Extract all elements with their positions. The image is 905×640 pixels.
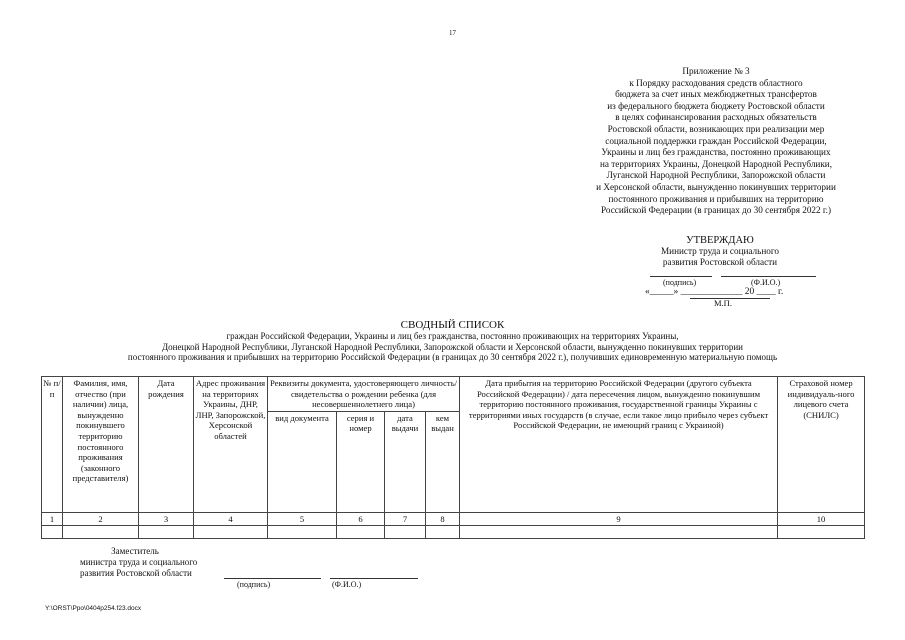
file-path: Y:\ORST\Ppo\0404p254.f23.docx	[45, 605, 142, 612]
empty-cell	[63, 526, 139, 539]
footer-signer-block	[80, 546, 198, 579]
stamp-place: М.П.	[714, 298, 732, 308]
column-number: 6	[337, 512, 385, 526]
document-title: СВОДНЫЙ СПИСОК	[400, 319, 505, 331]
empty-cell	[460, 526, 778, 539]
footer-signature-line	[224, 578, 321, 579]
header-num: № п/п	[42, 377, 63, 513]
table-number-row	[42, 512, 865, 526]
header-arrival-date: Дата прибытия на территорию Российской Федерации (другого субъекта Российской Федерации) / дата пересечения лицом, вынужденно покинувшим территорию постоянного проживания, государственной границы Украины с территориями иных государств (в случае, если такое лицо прибыло через субъект Российской Федерации, не имеющий границ с Украиной)	[460, 377, 778, 513]
empty-cell	[426, 526, 460, 539]
annex-line: Российской Федерации (в границах до 30 сентября 2022 г.)	[600, 205, 832, 216]
column-number: 8	[426, 512, 460, 526]
empty-cell	[42, 526, 63, 539]
approval-position-line2: развития Ростовской области	[662, 257, 778, 267]
footer-signature-caption: (подпись)	[237, 580, 271, 589]
table-header-row	[42, 377, 865, 412]
approval-position-line1: Министр труда и социального	[661, 246, 779, 256]
approval-signature-caption: (подпись)	[663, 278, 697, 287]
column-number: 3	[139, 512, 194, 526]
title-line: Донецкой Народной Республики, Луганской Народной Республики, Запорожской области и Херсонской области, вынужденно покинувших территории	[161, 341, 743, 352]
annex-line: и Херсонской области, вынужденно покинувших территории	[596, 181, 836, 192]
footer-signer-line: Заместитель	[111, 546, 159, 556]
annex-line: к Порядку расходования средств областного	[629, 77, 803, 88]
empty-cell	[139, 526, 194, 539]
annex-line: Украины и лиц без гражданства, постоянно проживающих	[601, 147, 831, 158]
approval-signature-line	[650, 276, 712, 277]
header-snils: Страховой номер индивидуаль-ного лицевого счета (СНИЛС)	[778, 377, 865, 513]
summary-table	[41, 376, 865, 539]
column-number: 4	[194, 512, 268, 526]
approval-name-line	[721, 276, 816, 277]
empty-cell	[268, 526, 337, 539]
empty-cell	[194, 526, 268, 539]
empty-cell	[385, 526, 426, 539]
approval-name-caption: (Ф.И.О.)	[751, 278, 781, 287]
header-birth-date: Дата рождения	[139, 377, 194, 513]
table-empty-row	[42, 526, 865, 539]
approval-heading: УТВЕРЖДАЮ	[686, 235, 754, 246]
header-doc-date: дата выдачи	[385, 411, 426, 512]
column-number: 1	[42, 512, 63, 526]
empty-cell	[778, 526, 865, 539]
annex-line: из федерального бюджета бюджету Ростовской области	[607, 100, 825, 111]
annex-line: постоянного проживания и прибывших на территорию	[608, 193, 824, 204]
annex-line: социальной поддержки граждан Российской Федерации,	[605, 135, 827, 146]
column-number: 2	[63, 512, 139, 526]
annex-line: Луганской Народной Республики, Запорожской области	[606, 170, 826, 181]
footer-signer-line: развития Ростовской области	[80, 568, 192, 578]
column-number: 7	[385, 512, 426, 526]
footer-name-caption: (Ф.И.О.)	[332, 580, 362, 589]
approval-date-line: «_____» _____________ 20 ____ г.	[645, 287, 784, 297]
approval-block	[620, 235, 820, 268]
footer-name-line	[330, 578, 418, 579]
column-number: 5	[268, 512, 337, 526]
header-fio: Фамилия, имя, отчество (при наличии) лица, вынужденно покинувшего территорию постоянного проживания (законного представителя)	[63, 377, 139, 513]
header-doc-issuer: кем выдан	[426, 411, 460, 512]
annex-line: на территориях Украины, Донецкой Народной Республики,	[599, 158, 833, 169]
document-title-block	[20, 320, 885, 363]
column-number: 9	[460, 512, 778, 526]
title-line: постоянного проживания и прибывших на территорию Российской Федерации (в границах до 30 сентября 2022 г.), получивших единовременную материальную помощь	[127, 352, 778, 363]
empty-cell	[337, 526, 385, 539]
annex-line: в целях софинансирования расходных обязательств	[615, 112, 817, 123]
header-document-group: Реквизиты документа, удостоверяющего личность/ свидетельства о рождении ребенка (для несовершеннолетнего лица)	[268, 377, 460, 412]
title-line: граждан Российской Федерации, Украины и лиц без гражданства, постоянно проживающих на территориях Украины,	[226, 331, 679, 342]
header-doc-type: вид документа	[268, 411, 337, 512]
header-doc-series: серия и номер	[337, 411, 385, 512]
annex-block	[568, 66, 864, 217]
footer-signer-line: министра труда и социального	[80, 557, 198, 567]
annex-line: Приложение № 3	[682, 66, 750, 76]
page-number: 17	[449, 29, 456, 37]
column-number: 10	[778, 512, 865, 526]
header-address: Адрес проживания на территориях Украины, ДНР, ЛНР, Запорожской, Херсонской областей	[194, 377, 268, 513]
annex-line: Ростовской области, возникающих при реализации мер	[607, 123, 825, 134]
annex-line: бюджета за счет иных межбюджетных трансфертов	[615, 89, 817, 100]
